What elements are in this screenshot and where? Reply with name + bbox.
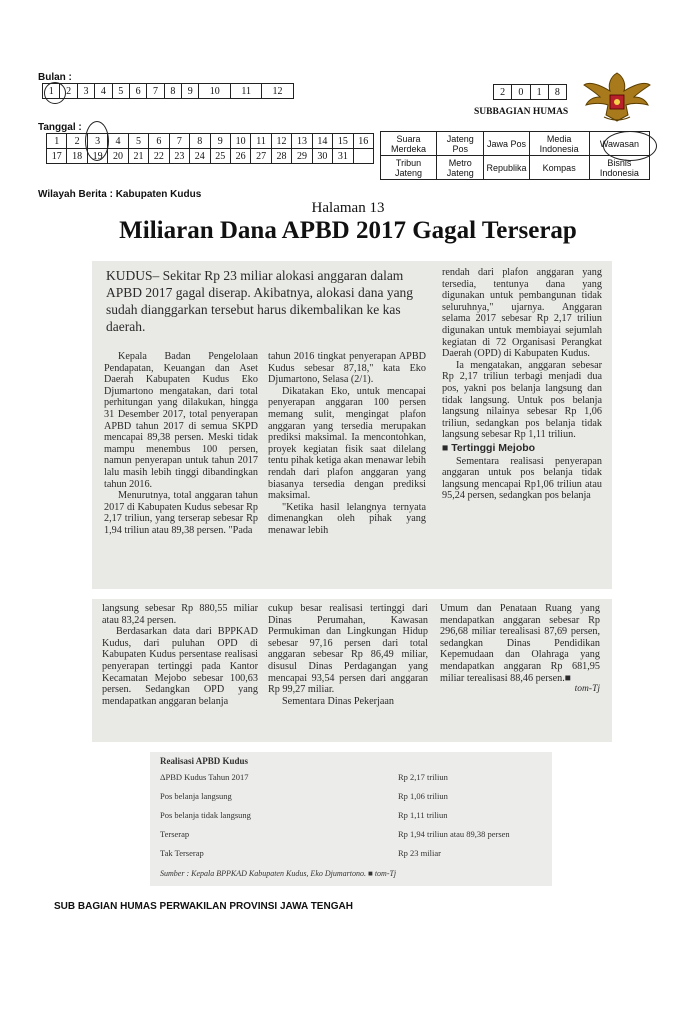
grid-cell: Jawa Pos — [484, 132, 529, 156]
headline: Miliaran Dana APBD 2017 Gagal Terserap — [119, 217, 577, 244]
grid-cell: 18 — [67, 149, 87, 164]
summary-row-label: Terserap — [160, 829, 190, 839]
grid-cell: Metro Jateng — [437, 156, 484, 180]
grid-cell: 24 — [190, 149, 210, 164]
grid-cell: Media Indonesia — [529, 132, 589, 156]
grid-cell: 30 — [312, 149, 332, 164]
page-number: Halaman 13 — [311, 200, 385, 216]
summary-row-value: Rp 1,11 triliun — [398, 810, 448, 820]
grid-cell: 10 — [230, 134, 250, 149]
grid-cell: 1 — [530, 85, 548, 100]
grid-cell: 23 — [169, 149, 189, 164]
office-name: SUBBAGIAN HUMAS — [474, 107, 569, 117]
grid-cell: 14 — [312, 134, 332, 149]
grid-cell — [353, 149, 373, 164]
grid-cell: 5 — [128, 134, 148, 149]
tanggal-label: Tanggal : — [38, 122, 82, 133]
grid-cell: 5 — [112, 84, 129, 99]
grid-cell: 9 — [210, 134, 230, 149]
grid-cell: 28 — [271, 149, 291, 164]
grid-cell: 10 — [199, 84, 231, 99]
article-column-1: Kepala Badan Pengelolaan Pendapatan, Keuangan dan Aset Daerah Kabupaten Kudus Eko Djumartono mengatakan, dari total perhitungan yang dilakukan, hingga 31 Desember 2017, total penyerapan APBD tahun 2017 di semua SKPD mencapai 89,38 persen. Meski tidak mampu menembus 100 persen, namun penyerapan untuk tahun 2017 lalu masih lebih tinggi dibandingkan tahun 2016. Menurutnya, total anggaran tahun 2017 di Kabupaten Kudus sebesar Rp 2,17 triliun, yang terserap sebesar Rp 1,94 triliun atau 89,38 persen. "Pada — [104, 351, 258, 536]
grid-cell: 1 — [47, 134, 67, 149]
grid-cell: 27 — [251, 149, 271, 164]
grid-cell: 29 — [292, 149, 312, 164]
grid-cell: Kompas — [529, 156, 589, 180]
grid-cell: 9 — [182, 84, 199, 99]
grid-cell: Republika — [484, 156, 529, 180]
bulan-grid — [42, 83, 294, 99]
grid-cell: 25 — [210, 149, 230, 164]
summary-title: Realisasi APBD Kudus — [160, 756, 249, 766]
grid-cell: Wawasan — [589, 132, 649, 156]
article-clipping-top — [92, 261, 612, 589]
article-clipping-bottom — [92, 599, 612, 742]
grid-cell: 6 — [149, 134, 169, 149]
footer: SUB BAGIAN HUMAS PERWAKILAN PROVINSI JAWA TENGAH — [54, 901, 353, 912]
grid-cell: 11 — [231, 84, 262, 99]
article-column-4: langsung sebesar Rp 880,55 miliar atau 83,24 persen. Berdasarkan data dari BPPKAD Kudus, dari puluhan OPD di Kabupaten Kudus persentase realisasi penyerapan tertinggi pada Kantor Kecamatan Mejobo sebesar 100,63 persen. Sedangkan OPD yang mendapatkan anggaran belanja — [102, 603, 258, 707]
grid-cell: Bisnis Indonesia — [589, 156, 649, 180]
grid-cell: 16 — [353, 134, 373, 149]
summary-row-label: Pos belanja tidak langsung — [160, 810, 251, 820]
grid-cell: 3 — [77, 84, 94, 99]
grid-cell: 7 — [147, 84, 164, 99]
grid-cell: 8 — [548, 85, 566, 100]
summary-source: Sumber : Kepala BPPKAD Kabupaten Kudus, Eko Djumartono. ■ tom-Tj — [160, 869, 397, 878]
summary-box — [150, 752, 552, 886]
grid-cell: 17 — [47, 149, 67, 164]
tanggal-selected-circle — [85, 121, 109, 161]
grid-cell: 8 — [164, 84, 181, 99]
subheading: ■ Tertinggi Mejobo — [442, 441, 536, 454]
grid-cell: 3 — [87, 134, 107, 149]
grid-cell: Jateng Pos — [437, 132, 484, 156]
grid-cell: 4 — [95, 84, 112, 99]
grid-cell: 12 — [262, 84, 294, 99]
grid-cell: 26 — [230, 149, 250, 164]
summary-row-label: Pos belanja langsung — [160, 791, 232, 801]
grid-cell: 12 — [271, 134, 291, 149]
grid-cell: 19 — [87, 149, 107, 164]
grid-cell: 4 — [108, 134, 128, 149]
grid-cell: 0 — [512, 85, 530, 100]
summary-row-value: Rp 1,94 triliun atau 89,38 persen — [398, 829, 510, 839]
grid-cell: 1 — [43, 84, 60, 99]
year-grid — [493, 84, 567, 100]
grid-cell: 21 — [128, 149, 148, 164]
grid-cell: 2 — [494, 85, 512, 100]
grid-cell: 15 — [333, 134, 353, 149]
grid-cell: 11 — [251, 134, 271, 149]
byline: tom-Tj — [574, 684, 600, 695]
summary-row-label: ΔPBD Kudus Tahun 2017 — [160, 772, 249, 782]
article-column-3: rendah dari plafon anggaran yang tersedia, tentunya dana yang digunakan untuk pembangunan tidak seluruhnya," ujarnya. Anggaran selama 2017 sebesar Rp 2,17 triliun digunakan untuk membiayai sejumlah kegiatan di 72 Organisasi Perangkat Daerah (OPD) di Kabupaten Kudus. Ia mengatakan, anggaran sebesar Rp 2,17 triliun terbagi menjadi dua pos, yakni pos belanja langsung dan tidak langsung. Untuk pos belanja langsung nilainya sebesar Rp 1,06 triliun, sedangkan pos belanja tidak langsung sebesar Rp 1,11 triliun. ■ Tertinggi Mejobo Sementara realisasi penyerapan anggaran untuk pos belanja tidak langsung mencapai Rp1,06 triliun atau 95,24 persen, sedangkan pos belanja — [442, 267, 602, 502]
grid-cell: 2 — [67, 134, 87, 149]
article-column-5: cukup besar realisasi tertinggi dari Dinas Perumahan, Kawasan Permukiman dan Lingkungan Hidup sebesar 97,16 persen dari total anggaran sebesar Rp 86,49 miliar, disusul Dinas Perdagangan yang mencapai 93,54 persen dari anggaran Rp 99,27 miliar. Sementara Dinas Pekerjaan — [268, 603, 428, 707]
garuda-emblem-icon — [582, 67, 652, 123]
grid-cell: 2 — [60, 84, 77, 99]
grid-cell: 13 — [292, 134, 312, 149]
article-column-6: Umum dan Penataan Ruang yang mendapatkan anggaran sebesar Rp 296,68 miliar terealisasi 87,69 persen, sedangkan Dinas Pendidikan Kepemudaan dan Olahraga yang mendapatkan anggaran Rp 681,95 miliar terealisasi 88,46 persen.■ tom-Tj — [440, 603, 600, 695]
summary-row-value: Rp 23 miliar — [398, 848, 441, 858]
summary-row-label: Tak Terserap — [160, 848, 204, 858]
grid-cell: 22 — [149, 149, 169, 164]
bulan-selected-circle — [44, 82, 66, 104]
article-lead: KUDUS– Sekitar Rp 23 miliar alokasi anggaran dalam APBD 2017 gagal diserap. Akibatnya, alokasi dana yang sudah dianggarkan tersebut harus dikembalikan ke kas daerah. — [106, 268, 414, 334]
grid-cell: Suara Merdeka — [381, 132, 437, 156]
grid-cell: 31 — [333, 149, 353, 164]
grid-cell: 6 — [129, 84, 146, 99]
media-selected-circle — [603, 131, 657, 161]
article-column-2: tahun 2016 tingkat penyerapan APBD Kudus sebesar 87,18," kata Eko Djumartono, Selasa (2/1). Dikatakan Eko, untuk mencapai penyerapan anggaran 100 persen memang sulit, mengingat plafon anggaran yang tersedia merupakan prediksi maksimal. Ia mencontohkan, proyek kegiatan fisik saat dilelang tentu pihak ketiga akan menawar lebih rendah dari plafon anggaran yang biasanya tersedia dengan prediksi maksimal. "Ketika hasil lelangnya ternyata dimenangkan oleh pihak yang menawar lebih — [268, 351, 426, 536]
summary-row-value: Rp 2,17 triliun — [398, 772, 448, 782]
summary-row-value: Rp 1,06 triliun — [398, 791, 448, 801]
grid-cell: 20 — [108, 149, 128, 164]
grid-cell: 8 — [190, 134, 210, 149]
region-label: Wilayah Berita : Kabupaten Kudus — [38, 189, 202, 200]
bulan-label: Bulan : — [38, 72, 72, 83]
grid-cell: 7 — [169, 134, 189, 149]
grid-cell: Tribun Jateng — [381, 156, 437, 180]
